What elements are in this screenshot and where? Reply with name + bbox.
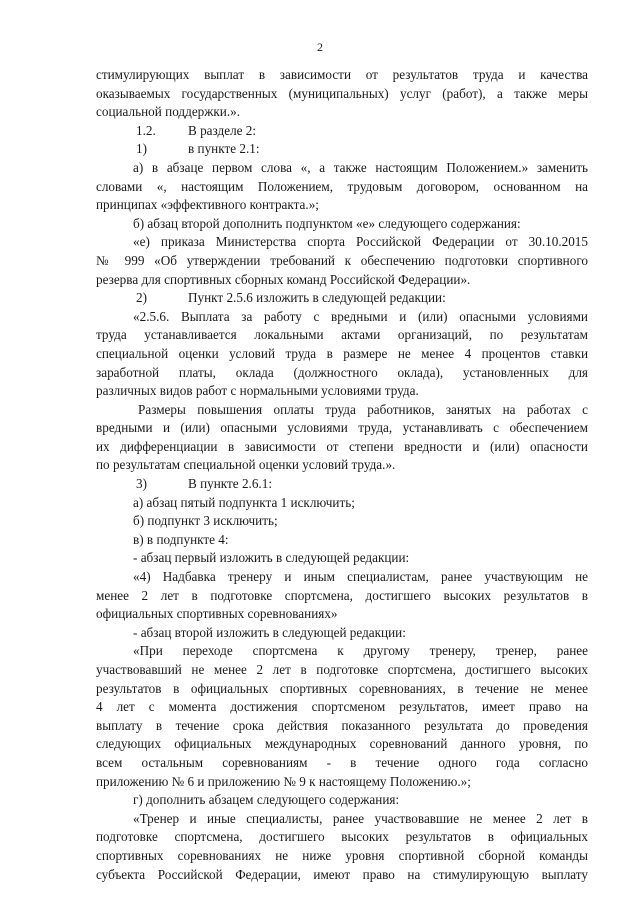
text-line — [96, 512, 588, 531]
line-text: всем остальным соревнованиям - в течение одного года согласно — [96, 754, 588, 770]
text-line — [96, 438, 588, 457]
line-text: труда устанавливается локальными актами организаций, по результатам — [96, 327, 588, 343]
text-line — [96, 159, 588, 178]
text-line — [96, 345, 588, 364]
text-line — [96, 85, 588, 104]
line-text: оказываемых государственных (муниципальных) услуг (работ), а также меры — [96, 85, 588, 101]
line-text: в пункте 2.1: — [188, 141, 260, 157]
text-line — [96, 735, 588, 754]
text-line — [96, 456, 588, 475]
line-text: резерва для спортивных сборных команд Российской Федерации». — [96, 271, 471, 287]
line-text: субъекта Российской Федерации, имеют право на стимулирующую выплату — [96, 866, 588, 882]
text-line — [96, 680, 588, 699]
text-line — [96, 754, 588, 773]
text-line — [96, 382, 588, 401]
text-line — [96, 549, 588, 568]
line-text: социальной поддержки.». — [96, 104, 241, 120]
text-line — [96, 103, 588, 122]
line-text: вредными и (или) опасными условиями труда, устанавливать с обеспечением — [96, 420, 588, 436]
text-line — [96, 791, 588, 810]
line-text: их дифференциации в зависимости от степени вредности и (или) опасности — [96, 438, 588, 454]
text-line — [96, 847, 588, 866]
line-text: стимулирующих выплат в зависимости от результатов труда и качества — [96, 67, 588, 82]
text-line — [96, 419, 588, 438]
line-text: спортивных соревнованиях не ниже уровня спортивной сборной команды — [96, 847, 588, 863]
text-line — [96, 122, 588, 141]
line-text: В пункте 2.6.1: — [188, 476, 272, 492]
text-line — [96, 828, 588, 847]
line-text: приложению № 6 и приложению № 9 к настоящему Положению.»; — [96, 773, 471, 789]
text-line — [96, 698, 588, 717]
text-line — [96, 308, 588, 327]
text-line — [96, 810, 588, 829]
text-line — [96, 66, 588, 85]
line-text: б) абзац второй дополнить подпунктом «е» следующего содержания: — [133, 215, 521, 231]
line-text: № 999 «Об утверждении требований к обеспечению подготовки спортивного — [96, 252, 588, 268]
line-text: различных видов работ с нормальными условиями труда. — [96, 383, 419, 399]
text-line — [96, 252, 588, 271]
line-text: а) абзац пятый подпункта 1 исключить; — [133, 494, 355, 510]
line-text: участвовавший не менее 2 лет в подготовке спортсмена, достигшего высоких — [96, 662, 588, 677]
line-text: в) в подпункте 4: — [133, 531, 229, 547]
line-text: по результатам специальной оценки условий труда.». — [96, 457, 396, 473]
text-line — [96, 140, 588, 159]
line-text: а) в абзаце первом слова «, а также настоящим Положением.» заменить — [133, 159, 588, 175]
list-marker: 2) — [136, 290, 147, 306]
text-line — [96, 568, 588, 587]
text-line — [96, 289, 588, 308]
line-text: специальной оценки условий труда в размере не менее 4 процентов ставки — [96, 345, 588, 361]
line-text: - абзац второй изложить в следующей редакции: — [133, 624, 406, 640]
text-line — [96, 326, 588, 345]
text-line — [96, 178, 588, 197]
page-number: 2 — [317, 40, 323, 54]
document-body — [96, 66, 588, 884]
text-line — [96, 661, 588, 680]
line-text: Пункт 2.5.6 изложить в следующей редакции: — [188, 290, 446, 306]
line-text: 4 лет с момента достижения спортсменом результатов, имеет право на — [96, 699, 588, 715]
line-text: «е) приказа Министерства спорта Российской Федерации от 30.10.2015 — [133, 234, 588, 250]
text-line — [96, 587, 588, 606]
line-text: В разделе 2: — [188, 122, 257, 138]
line-text: менее 2 лет в подготовке спортсмена, достигшего высоких результатов в — [96, 587, 588, 603]
text-line — [96, 866, 588, 885]
text-line — [96, 624, 588, 643]
line-text: Размеры повышения оплаты труда работников, занятых на работах с — [138, 401, 588, 417]
line-text: принципах «эффективного контракта.»; — [96, 197, 319, 213]
line-text: б) подпункт 3 исключить; — [133, 513, 278, 529]
line-text: выплату в течение срока действия показанного результата до проведения — [96, 717, 588, 733]
list-marker: 3) — [136, 476, 147, 492]
text-line — [96, 401, 588, 420]
list-marker: 1.2. — [136, 122, 156, 138]
line-text: результатов в официальных спортивных соревнованиях, в течение не менее — [96, 680, 588, 696]
line-text: заработной платы, оклада (должностного оклада), установленных для — [96, 364, 588, 380]
text-line — [96, 494, 588, 513]
line-text: подготовке спортсмена, достигшего высоких результатов в официальных — [96, 829, 588, 845]
line-text: - абзац первый изложить в следующей редакции: — [133, 550, 410, 566]
text-line — [96, 717, 588, 736]
text-line — [96, 642, 588, 661]
text-line — [96, 271, 588, 290]
text-line — [96, 475, 588, 494]
line-text: «Тренер и иные специалисты, ранее участвовавшие не менее 2 лет в — [133, 810, 588, 826]
text-line — [96, 605, 588, 624]
line-text: «2.5.6. Выплата за работу с вредными и (или) опасными условиями — [133, 308, 588, 324]
line-text: следующих официальных международных соревнований данного уровня, по — [96, 736, 588, 752]
list-marker: 1) — [136, 141, 147, 157]
text-line — [96, 196, 588, 215]
text-line — [96, 233, 588, 252]
text-line — [96, 215, 588, 234]
text-line — [96, 773, 588, 792]
text-line — [96, 364, 588, 383]
line-text: официальных спортивных соревнованиях» — [96, 606, 338, 622]
text-line — [96, 531, 588, 550]
line-text: г) дополнить абзацем следующего содержания: — [133, 792, 400, 808]
line-text: словами «, настоящим Положением, трудовым договором, основанном на — [96, 178, 588, 194]
line-text: «При переходе спортсмена к другому тренеру, тренер, ранее — [133, 643, 588, 659]
line-text: «4) Надбавка тренеру и иным специалистам, ранее участвующим не — [133, 569, 588, 585]
